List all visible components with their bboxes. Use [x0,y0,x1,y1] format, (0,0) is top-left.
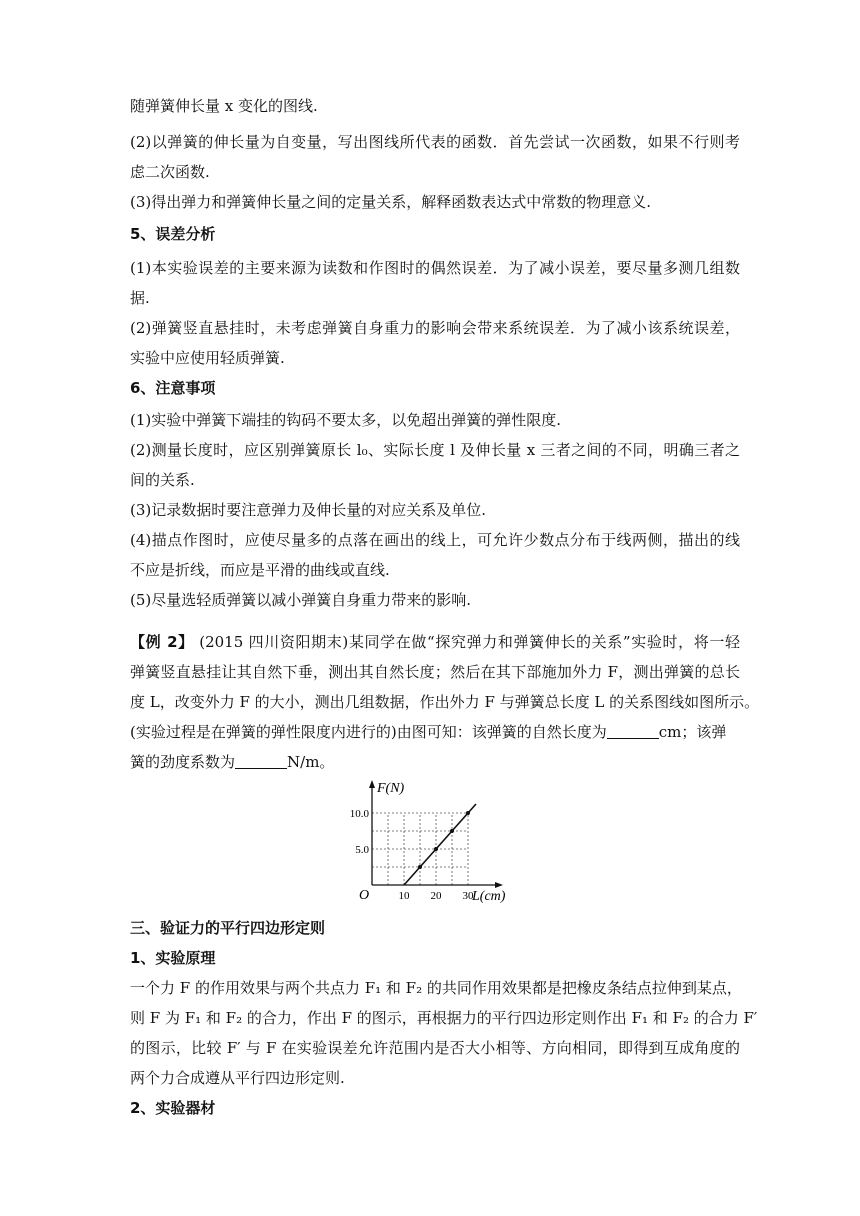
x-tick-label: 30 [462,890,474,902]
section-heading: 三、验证力的平行四边形定则 [130,919,326,937]
section-heading: 1、实验原理 [130,949,216,967]
y-tick-label: 10.0 [349,808,369,820]
y-axis-label: F(N) [377,781,405,796]
y-axis-arrow [369,780,375,788]
data-point [418,865,422,869]
text-line: 度 L，改变外力 F 的大小，测出几组数据，作出外力 F 与弹簧总长度 L 的关系图线如图所示。 [130,693,760,711]
question-text: cm；该弹 [658,723,727,741]
text-line: (2)测量长度时，应区别弹簧原长 l₀、实际长度 l 及伸长量 x 三者之间的不同，明确三者之 [130,441,740,459]
text-line: 随弹簧伸长量 x 变化的图线. [130,97,318,115]
x-axis-arrow [495,882,503,888]
force-length-chart [325,772,525,907]
series-line [404,804,476,885]
y-tick-label: 5.0 [355,844,369,856]
origin-label: O [359,888,370,903]
chart-grid [372,813,468,885]
x-axis-label: L(cm) [472,889,506,904]
section-heading: 5、误差分析 [130,225,216,243]
text-line: 据. [130,289,150,307]
section-heading: 6、注意事项 [130,379,216,397]
text-line [130,752,740,772]
text-line: (5)尽量选轻质弹簧以减小弹簧自身重力带来的影响. [130,591,472,609]
data-point [434,847,438,851]
text-line: (1)本实验误差的主要来源为读数和作图时的偶然误差．为了减小误差，要尽量多测几组数 [130,259,740,277]
section-heading: 2、实验器材 [130,1099,216,1117]
x-tick-label: 20 [430,890,442,902]
text-line: 虑二次函数. [130,163,210,181]
text-line: 不应是折线，而应是平滑的曲线或直线. [130,561,390,579]
text-line: (2)以弹簧的伸长量为自变量，写出图线所代表的函数．首先尝试一次函数，如果不行则考 [130,133,740,151]
question-text: N/m。 [287,753,335,771]
data-point [466,811,470,815]
data-point [450,829,454,833]
text-line: (3)得出弹力和弹簧伸长量之间的定量关系，解释函数表达式中常数的物理意义. [130,193,652,211]
text-line: 则 F 为 F₁ 和 F₂ 的合力，作出 F 的图示，再根据力的平行四边形定则作出 F₁ 和 F₂ 的合力 F′ [130,1009,758,1027]
example-text: (2015 四川资阳期末)某同学在做“探究弹力和弹簧伸长的关系”实验时，将一轻 [199,633,740,651]
answer-blank [607,724,659,739]
answer-blank [235,754,287,769]
example-tag: 【例 2】 [130,633,194,651]
text-line: (1)实验中弹簧下端挂的钩码不要太多，以免超出弹簧的弹性限度. [130,411,562,429]
text-line: 弹簧竖直悬挂让其自然下垂，测出其自然长度；然后在其下部施加外力 F，测出弹簧的总长 [130,663,740,681]
question-text: 簧的劲度系数为 [130,753,236,771]
text-line: 间的关系. [130,471,195,489]
x-tick-label: 10 [398,890,410,902]
question-text: (实验过程是在弹簧的弹性限度内进行的)由图可知：该弹簧的自然长度为 [130,723,607,741]
text-line: 实验中应使用轻质弹簧. [130,349,285,367]
text-line: 一个力 F 的作用效果与两个共点力 F₁ 和 F₂ 的共同作用效果都是把橡皮条结点拉伸到某点， [130,979,742,997]
text-line: (2)弹簧竖直悬挂时，未考虑弹簧自身重力的影响会带来系统误差．为了减小该系统误差， [130,319,740,337]
text-line: (4)描点作图时，应使尽量多的点落在画出的线上，可允许少数点分布于线两侧，描出的线 [130,531,740,549]
text-line: 两个力合成遵从平行四边形定则. [130,1069,345,1087]
text-line [130,722,740,742]
text-line: 的图示，比较 F′ 与 F 在实验误差允许范围内是否大小相等、方向相同，即得到互成角度的 [130,1039,740,1057]
example-line [130,632,740,652]
text-line: (3)记录数据时要注意弹力及伸长量的对应关系及单位. [130,501,487,519]
